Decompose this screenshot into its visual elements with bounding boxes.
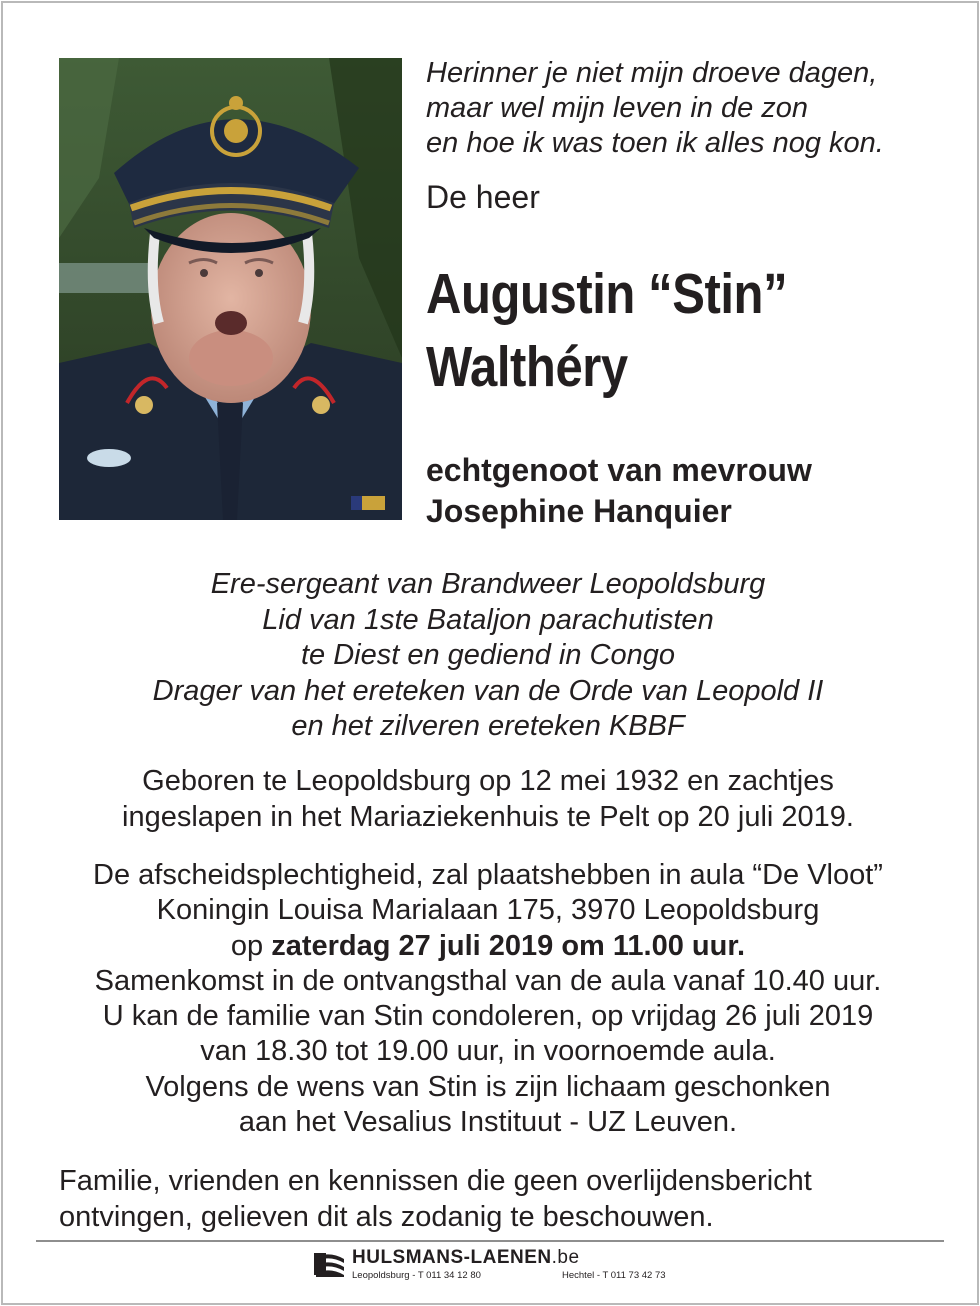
ceremony-line: Samenkomst in de ontvangsthal van de aula vanaf 10.40 uur. <box>94 964 882 997</box>
honors-line: Ere-sergeant van Brandweer Leopoldsburg <box>210 568 766 600</box>
notice <box>59 1163 959 1235</box>
ceremony-date-line <box>30 929 946 964</box>
contact-leopoldsburg: Leopoldsburg - T 011 34 12 80 <box>352 1270 481 1281</box>
poem-line: en hoe ik was toen ik alles nog kon. <box>426 127 884 159</box>
footer-divider <box>36 1240 944 1242</box>
ceremony-line: aan het Vesalius Instituut - UZ Leuven. <box>238 1106 738 1139</box>
brand-name <box>352 1247 580 1269</box>
funeral-home-logo-icon <box>312 1249 346 1279</box>
poem-line: maar wel mijn leven in de zon <box>426 92 809 124</box>
ceremony-line: Volgens de wens van Stin is zijn lichaam geschonken <box>145 1070 831 1103</box>
portrait-photo <box>59 58 402 520</box>
honors <box>30 567 946 745</box>
spouse-line: Josephine Hanquier <box>426 493 732 529</box>
honors-line: Drager van het ereteken van de Orde van Leopold II <box>152 674 824 707</box>
honors-line: Lid van 1ste Bataljon parachutisten <box>262 603 714 636</box>
salutation: De heer <box>426 179 540 215</box>
notice-line: ontvingen, gelieven dit als zodanig te beschouwen. <box>59 1201 714 1233</box>
ceremony-line: Koningin Louisa Marialaan 175, 3970 Leopoldsburg <box>156 894 820 927</box>
ceremony-info <box>30 858 946 1140</box>
ceremony-line: van 18.30 tot 19.00 uur, in voornoemde aula. <box>200 1035 776 1068</box>
birth-line: ingeslapen in het Mariaziekenhuis te Pelt op 20 juli 2019. <box>122 800 854 833</box>
name-line: Augustin “Stin” <box>426 262 788 326</box>
poem-line: Herinner je niet mijn droeve dagen, <box>426 57 878 89</box>
birth-info <box>30 764 946 835</box>
name-line: Walthéry <box>426 335 628 399</box>
brand-text: HULSMANS-LAENEN <box>352 1247 552 1268</box>
contact-hechtel: Hechtel - T 011 73 42 73 <box>562 1270 666 1281</box>
ceremony-line: U kan de familie van Stin condoleren, op vrijdag 26 juli 2019 <box>102 1000 874 1033</box>
notice-line: Familie, vrienden en kennissen die geen overlijdensbericht <box>59 1165 812 1197</box>
ceremony-date-prefix: op <box>230 929 272 962</box>
spouse <box>426 450 966 532</box>
ceremony-line: De afscheidsplechtigheid, zal plaatshebben in aula “De Vloot” <box>93 859 883 891</box>
brand-tld: .be <box>551 1247 580 1268</box>
birth-line: Geboren te Leopoldsburg op 12 mei 1932 en zachtjes <box>142 765 834 797</box>
honors-line: te Diest en gediend in Congo <box>300 639 676 671</box>
footer-logo <box>312 1246 712 1286</box>
spouse-line: echtgenoot van mevrouw <box>426 452 812 488</box>
honors-line: en het zilveren ereteken KBBF <box>291 710 685 742</box>
ceremony-date: zaterdag 27 juli 2019 om 11.00 uur. <box>271 929 746 962</box>
deceased-name <box>426 258 890 404</box>
poem <box>426 56 956 161</box>
